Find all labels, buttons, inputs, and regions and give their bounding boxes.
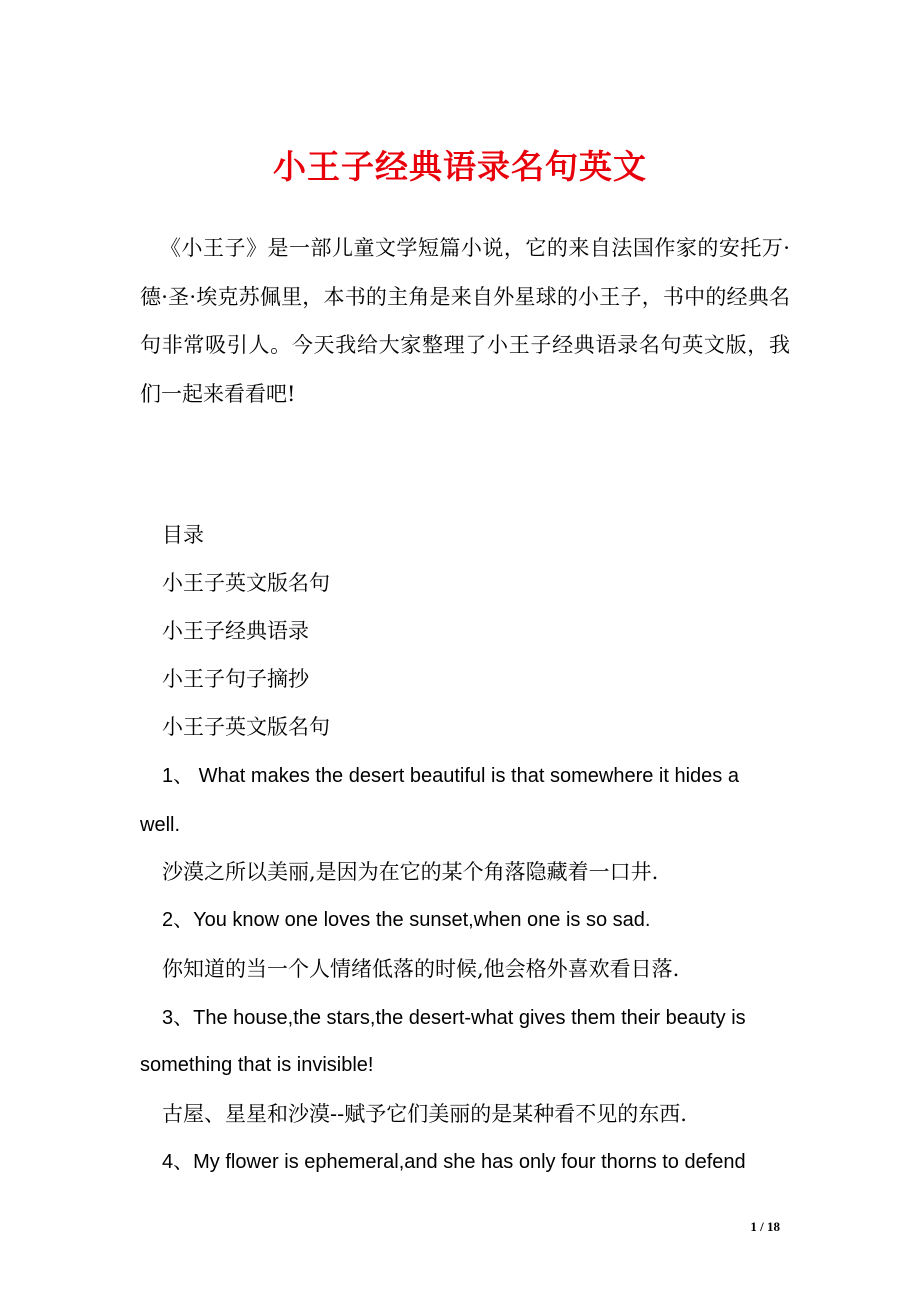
page-number: 1 / 18 xyxy=(750,1219,780,1234)
toc-item: 小王子句子摘抄 xyxy=(162,667,309,691)
toc-heading: 目录 xyxy=(162,523,204,547)
section-heading: 小王子英文版名句 xyxy=(162,715,330,739)
toc-item: 小王子经典语录 xyxy=(162,619,309,643)
quote-chinese: 古屋、星星和沙漠--赋予它们美丽的是某种看不见的东西. xyxy=(162,1102,687,1126)
quote-english-continued: well. xyxy=(140,814,181,836)
quote-english-continued: something that is invisible! xyxy=(140,1054,374,1076)
quote-chinese: 你知道的当一个人情绪低落的时候,他会格外喜欢看日落. xyxy=(162,957,680,981)
quote-english: 4、My flower is ephemeral,and she has only four thorns to defend xyxy=(162,1151,746,1173)
quote-english: 1、 What makes the desert beautiful is that somewhere it hides a xyxy=(162,765,739,787)
intro-paragraph: 《小王子》是一部儿童文学短篇小说，它的来自法国作家的安托万·德·圣·埃克苏佩里，本书的主角是来自外星球的小王子，书中的经典名句非常吸引人。今天我给大家整理了小王子经典语录名句英文版，我们一起来看看吧! xyxy=(140,236,790,406)
quote-english: 2、You know one loves the sunset,when one is so sad. xyxy=(162,909,651,931)
quote-english: 3、The house,the stars,the desert-what gives them their beauty is xyxy=(162,1007,746,1029)
toc-item: 小王子英文版名句 xyxy=(162,571,330,595)
document-title: 小王子经典语录名句英文 xyxy=(273,147,647,186)
quote-chinese: 沙漠之所以美丽,是因为在它的某个角落隐藏着一口井. xyxy=(162,860,659,884)
